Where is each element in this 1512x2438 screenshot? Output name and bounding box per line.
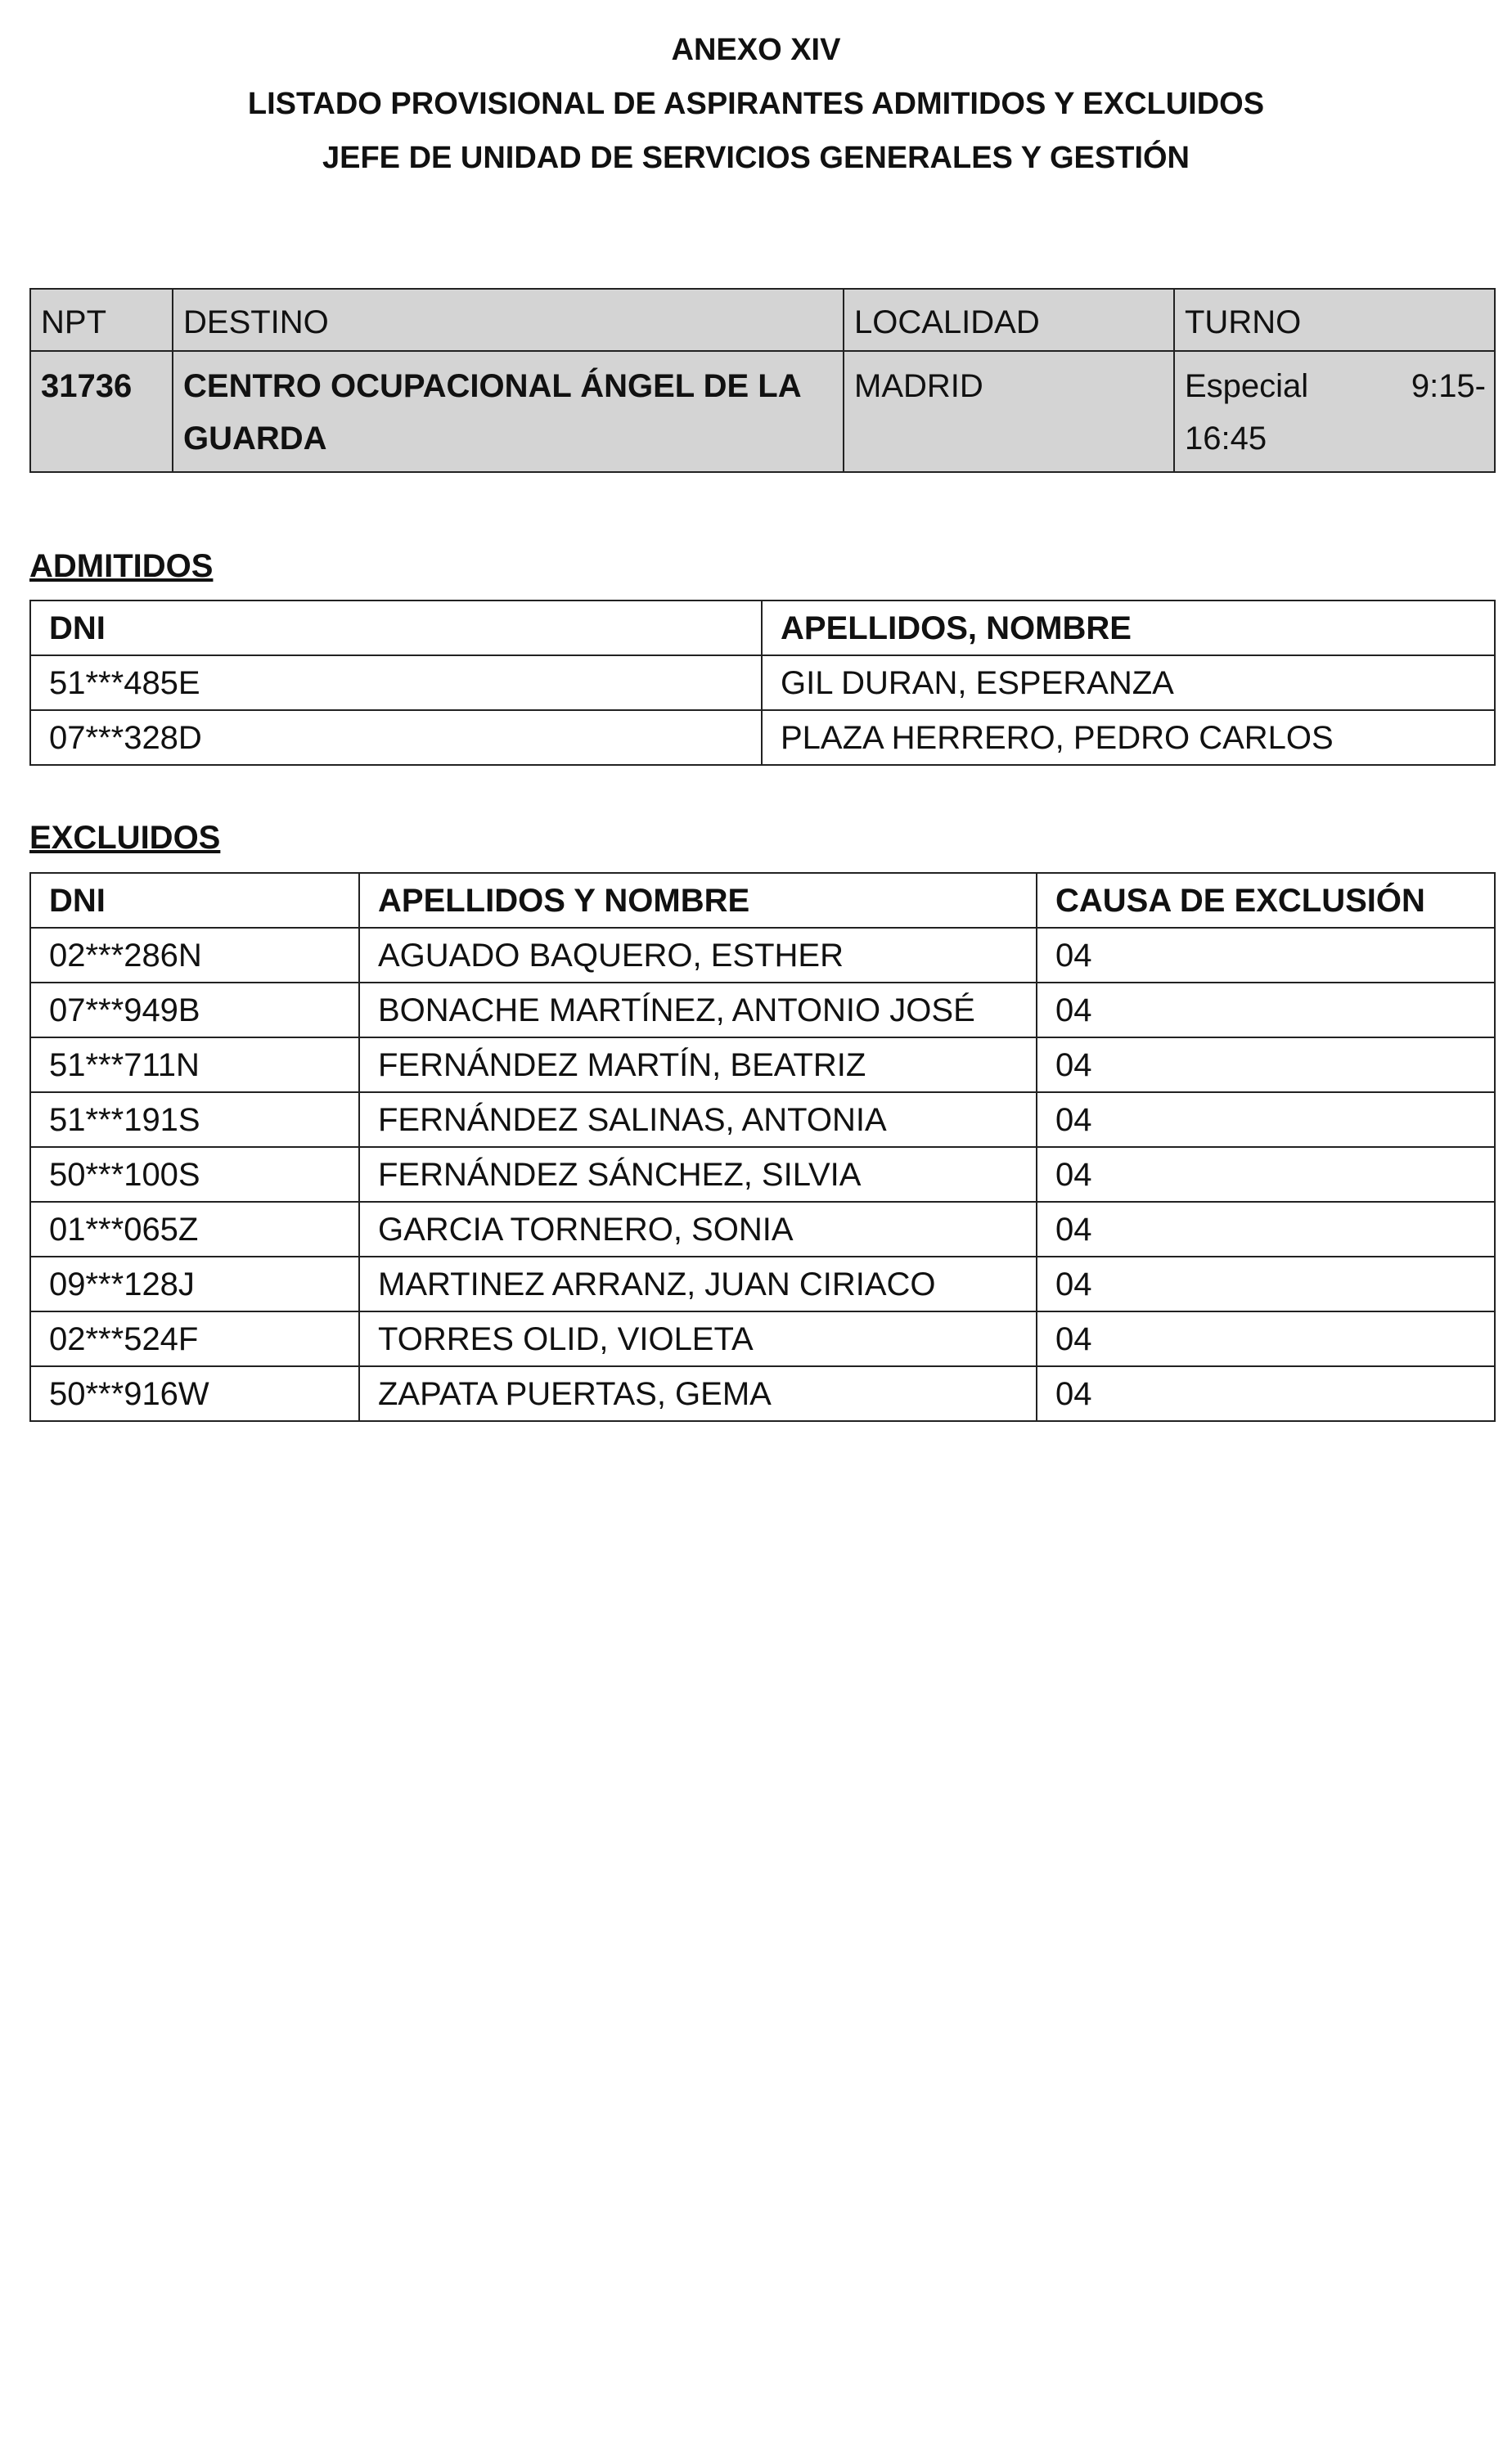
- dni-cell: 51***485E: [30, 655, 762, 710]
- table-row: [30, 1257, 1495, 1311]
- nombre-cell: TORRES OLID, VIOLETA: [359, 1311, 1037, 1366]
- causa-cell: 04: [1037, 1147, 1495, 1202]
- turno-end: 16:45: [1185, 421, 1267, 457]
- dni-cell: 01***065Z: [30, 1202, 359, 1257]
- turno-start: 9:15-: [1411, 368, 1486, 404]
- table-row: [30, 983, 1495, 1037]
- table-row: [30, 655, 1495, 710]
- causa-cell: 04: [1037, 1092, 1495, 1147]
- dni-cell: 50***916W: [30, 1366, 359, 1421]
- destino-table: [29, 288, 1496, 473]
- admitidos-title: ADMITIDOS: [29, 548, 214, 584]
- destino-cell: CENTRO OCUPACIONAL ÁNGEL DE LA GUARDA: [173, 351, 844, 472]
- admitidos-table: [29, 600, 1496, 766]
- localidad-cell: MADRID: [844, 351, 1174, 472]
- destino-header-row: [30, 289, 1495, 351]
- destino-row: [30, 351, 1495, 472]
- table-row: [30, 1092, 1495, 1147]
- nombre-cell: MARTINEZ ARRANZ, JUAN CIRIACO: [359, 1257, 1037, 1311]
- causa-cell: 04: [1037, 1366, 1495, 1421]
- dni-cell: 02***286N: [30, 928, 359, 983]
- table-row: [30, 1037, 1495, 1092]
- nombre-header: APELLIDOS, NOMBRE: [762, 601, 1495, 655]
- nombre-cell: PLAZA HERRERO, PEDRO CARLOS: [762, 710, 1495, 765]
- nombre-cell: FERNÁNDEZ SALINAS, ANTONIA: [359, 1092, 1037, 1147]
- dni-cell: 51***711N: [30, 1037, 359, 1092]
- table-row: [30, 1147, 1495, 1202]
- turno-type: Especial: [1185, 368, 1309, 404]
- table-row: [30, 928, 1495, 983]
- excluidos-table: [29, 872, 1496, 1422]
- excluidos-title: EXCLUIDOS: [29, 820, 221, 856]
- document-header: [0, 23, 1512, 185]
- nombre-cell: GIL DURAN, ESPERANZA: [762, 655, 1495, 710]
- dni-cell: 02***524F: [30, 1311, 359, 1366]
- nombre-cell: BONACHE MARTÍNEZ, ANTONIO JOSÉ: [359, 983, 1037, 1037]
- admitidos-header-row: [30, 601, 1495, 655]
- excluidos-header-row: [30, 873, 1495, 928]
- dni-cell: 51***191S: [30, 1092, 359, 1147]
- causa-cell: 04: [1037, 928, 1495, 983]
- npt-header: NPT: [30, 289, 173, 351]
- nombre-cell: FERNÁNDEZ MARTÍN, BEATRIZ: [359, 1037, 1037, 1092]
- dni-cell: 07***949B: [30, 983, 359, 1037]
- table-row: [30, 1366, 1495, 1421]
- causa-cell: 04: [1037, 1037, 1495, 1092]
- destino-header: DESTINO: [173, 289, 844, 351]
- dni-header: DNI: [30, 601, 762, 655]
- nombre-cell: AGUADO BAQUERO, ESTHER: [359, 928, 1037, 983]
- nombre-cell: FERNÁNDEZ SÁNCHEZ, SILVIA: [359, 1147, 1037, 1202]
- turno-header: TURNO: [1174, 289, 1495, 351]
- nombre-cell: ZAPATA PUERTAS, GEMA: [359, 1366, 1037, 1421]
- position-title: JEFE DE UNIDAD DE SERVICIOS GENERALES Y GESTIÓN: [322, 141, 1190, 175]
- table-row: [30, 1202, 1495, 1257]
- causa-header: CAUSA DE EXCLUSIÓN: [1037, 873, 1495, 928]
- table-row: [30, 710, 1495, 765]
- causa-cell: 04: [1037, 983, 1495, 1037]
- dni-header: DNI: [30, 873, 359, 928]
- causa-cell: 04: [1037, 1257, 1495, 1311]
- list-title: LISTADO PROVISIONAL DE ASPIRANTES ADMITIDOS Y EXCLUIDOS: [247, 87, 1265, 121]
- table-row: [30, 1311, 1495, 1366]
- dni-cell: 09***128J: [30, 1257, 359, 1311]
- turno-cell: [1174, 351, 1495, 472]
- causa-cell: 04: [1037, 1202, 1495, 1257]
- annex-title: ANEXO XIV: [671, 33, 841, 67]
- dni-cell: 07***328D: [30, 710, 762, 765]
- nombre-header: APELLIDOS Y NOMBRE: [359, 873, 1037, 928]
- nombre-cell: GARCIA TORNERO, SONIA: [359, 1202, 1037, 1257]
- causa-cell: 04: [1037, 1311, 1495, 1366]
- dni-cell: 50***100S: [30, 1147, 359, 1202]
- localidad-header: LOCALIDAD: [844, 289, 1174, 351]
- npt-cell: 31736: [30, 351, 173, 472]
